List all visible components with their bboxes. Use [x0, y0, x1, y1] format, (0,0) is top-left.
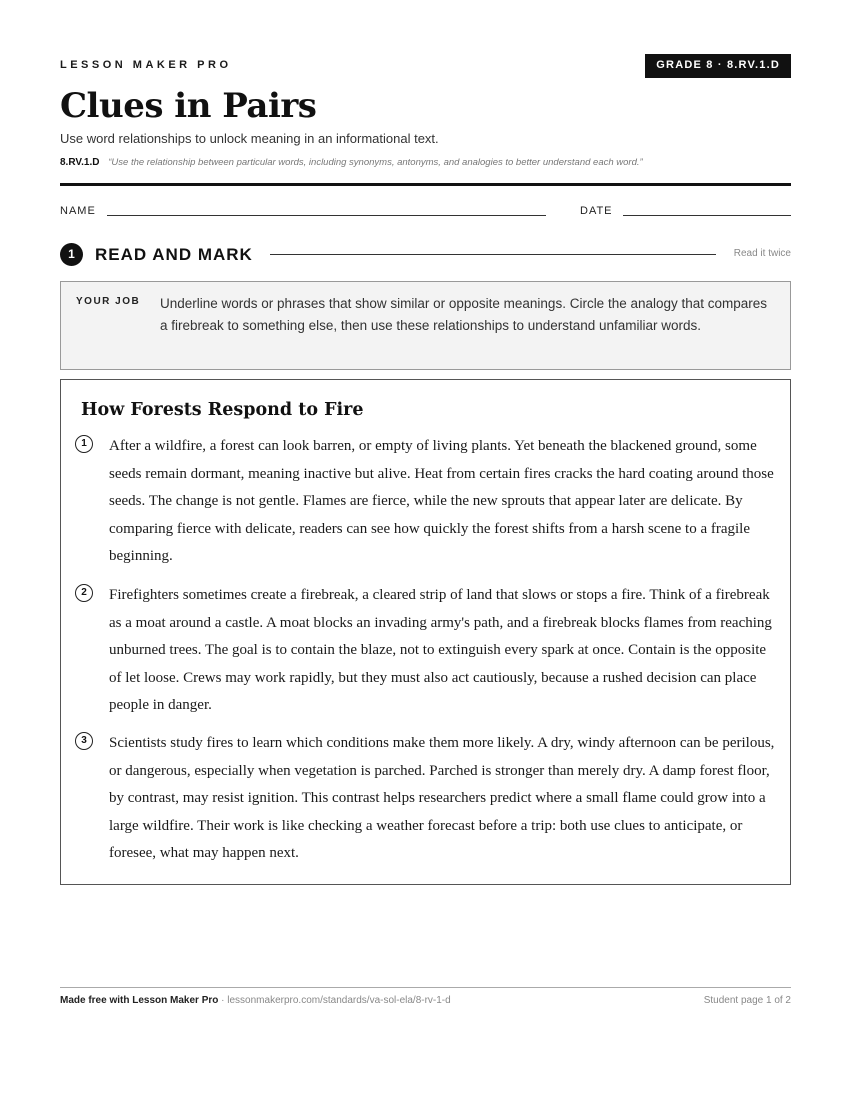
reading-passage [60, 379, 791, 885]
paragraph-number-badge: 3 [75, 732, 93, 750]
section-note: Read it twice [733, 248, 791, 259]
footer-made-with: Made free with Lesson Maker Pro [60, 995, 219, 1006]
instructions-box [60, 281, 791, 370]
date-field[interactable] [623, 215, 791, 216]
brand-name: LESSON MAKER PRO [60, 59, 232, 71]
paragraph-text: Scientists study fires to learn which conditions make them more likely. A dry, windy afternoon can be perilous, or dangerous, especially when vegetation is parched. Parched is stronger than merely dry. A damp forest floor, by contrast, may resist ignition. This contrast helps researchers predict where a small flame could grow into a large wildfire. Their work is like checking a weather forecast before a trip: both use clues to anticipate, or foresee, what may happen next. [109, 735, 775, 861]
passage-paragraph [75, 730, 777, 868]
header-divider [60, 183, 791, 186]
footer-url[interactable]: · lessonmakerpro.com/standards/va-sol-ela/8-rv-1-d [218, 995, 451, 1006]
standard-text: “Use the relationship between particular words, including synonyms, antonyms, and analogies to better understand each word.” [108, 157, 643, 168]
page-title: Clues in Pairs [60, 86, 317, 126]
name-label: NAME [60, 205, 96, 217]
paragraph-text: Firefighters sometimes create a firebreak, a cleared strip of land that slows or stops a fire. Think of a firebreak as a moat around a castle. A moat blocks an invading army's path, and a firebreak blocks flames from reaching unburned trees. The goal is to contain the blaze, not to extinguish every spark at once. Contain is the opposite of let loose. Crews may work rapidly, but they must also act cautiously, because a rushed decision can place people in danger. [109, 587, 772, 713]
section-title: READ AND MARK [95, 245, 253, 264]
instructions-text: Underline words or phrases that show similar or opposite meanings. Circle the analogy that compares a firebreak to something else, then use these relationships to understand unfamiliar words. [160, 296, 768, 333]
paragraph-number-badge: 1 [75, 435, 93, 453]
passage-paragraph [75, 582, 777, 720]
paragraph-text: After a wildfire, a forest can look barren, or empty of living plants. Yet beneath the blackened ground, some seeds remain dormant, meaning inactive but alive. Heat from certain fires cracks the hard coating around those seeds. The change is not gentle. Flames are fierce, while the new sprouts that appear later are delicate. By comparing fierce with delicate, readers can see how quickly the forest shifts from a harsh scene to a fragile beginning. [109, 438, 774, 564]
page-subtitle: Use word relationships to unlock meaning in an informational text. [60, 131, 439, 146]
passage-paragraph [75, 433, 777, 571]
section-number-badge: 1 [60, 243, 83, 266]
name-field[interactable] [107, 215, 546, 216]
date-label: DATE [580, 205, 613, 217]
section-divider [270, 254, 716, 255]
standard-code: 8.RV.1.D [60, 157, 100, 168]
worksheet-page [60, 0, 791, 1100]
standard-line [60, 157, 643, 168]
footer-page-number: Student page 1 of 2 [703, 995, 791, 1006]
footer-credit [60, 995, 451, 1006]
instructions-label: YOUR JOB [76, 296, 141, 307]
paragraph-number-badge: 2 [75, 584, 93, 602]
passage-title: How Forests Respond to Fire [81, 400, 364, 420]
grade-badge: GRADE 8 · 8.RV.1.D [645, 54, 791, 78]
footer-divider [60, 987, 791, 988]
